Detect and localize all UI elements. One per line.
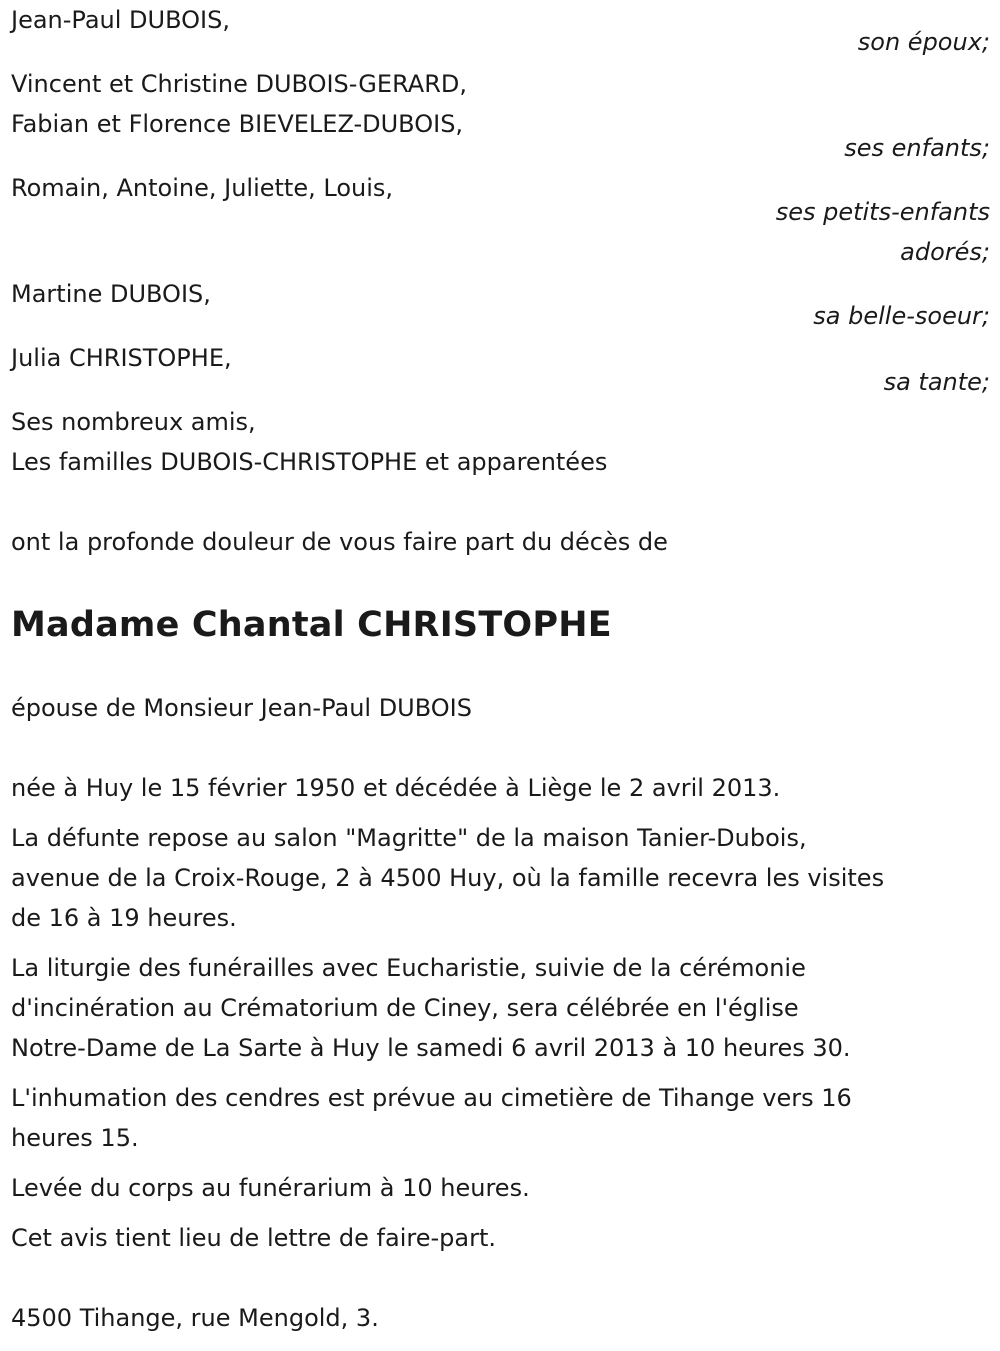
family-group — [11, 274, 990, 336]
paragraph-line: L'inhumation des cendres est prévue au cimetière de Tihange vers 16 — [11, 1084, 852, 1112]
family-names: Les familles DUBOIS-CHRISTOPHE et apparentées — [11, 448, 608, 476]
address: 4500 Tihange, rue Mengold, 3. — [11, 1304, 379, 1332]
paragraph-line: Levée du corps au funérarium à 10 heures. — [11, 1174, 530, 1202]
paragraph-line: avenue de la Croix-Rouge, 2 à 4500 Huy, où la famille recevra les visites — [11, 864, 885, 892]
family-role: ses enfants; — [844, 134, 990, 162]
family-names: Julia CHRISTOPHE, — [11, 344, 232, 372]
family-group — [11, 402, 990, 482]
family-names: Ses nombreux amis, — [11, 408, 256, 436]
paragraph-line: d'incinération au Crématorium de Ciney, sera célébrée en l'église — [11, 994, 799, 1022]
family-names: Fabian et Florence BIEVELEZ-DUBOIS, — [11, 110, 464, 138]
notice-paragraph — [11, 948, 990, 1068]
paragraph-line: Cet avis tient lieu de lettre de faire-part. — [11, 1224, 496, 1252]
family-group — [11, 64, 990, 168]
family-role: adorés; — [900, 238, 990, 266]
paragraph-line: Notre-Dame de La Sarte à Huy le samedi 6 avril 2013 à 10 heures 30. — [11, 1034, 851, 1062]
family-role: sa tante; — [883, 368, 990, 396]
paragraph-line: La liturgie des funérailles avec Eucharistie, suivie de la cérémonie — [11, 954, 806, 982]
family-names: Vincent et Christine DUBOIS-GERARD, — [11, 70, 467, 98]
notice-paragraph — [11, 818, 990, 938]
family-names: Martine DUBOIS, — [11, 280, 211, 308]
spouse-line: épouse de Monsieur Jean-Paul DUBOIS — [11, 694, 472, 722]
notice-paragraph — [11, 768, 990, 808]
deceased-name: Madame Chantal CHRISTOPHE — [11, 605, 612, 645]
notice-paragraph — [11, 1218, 990, 1258]
family-role: ses petits-enfants — [775, 198, 990, 226]
family-names: Romain, Antoine, Juliette, Louis, — [11, 174, 394, 202]
family-group — [11, 0, 990, 62]
paragraph-line: née à Huy le 15 février 1950 et décédée à Liège le 2 avril 2013. — [11, 774, 781, 802]
notice-paragraph — [11, 1078, 990, 1158]
announcement: ont la profonde douleur de vous faire part du décès de — [11, 528, 668, 556]
paragraph-line: heures 15. — [11, 1124, 139, 1152]
family-role: sa belle-soeur; — [813, 302, 990, 330]
family-group — [11, 338, 990, 402]
family-names: Jean-Paul DUBOIS, — [11, 6, 230, 34]
notice-paragraph — [11, 1168, 990, 1208]
paragraph-line: La défunte repose au salon "Magritte" de la maison Tanier-Dubois, — [11, 824, 807, 852]
family-role: son époux; — [857, 28, 990, 56]
paragraph-line: de 16 à 19 heures. — [11, 904, 237, 932]
family-group — [11, 168, 990, 272]
